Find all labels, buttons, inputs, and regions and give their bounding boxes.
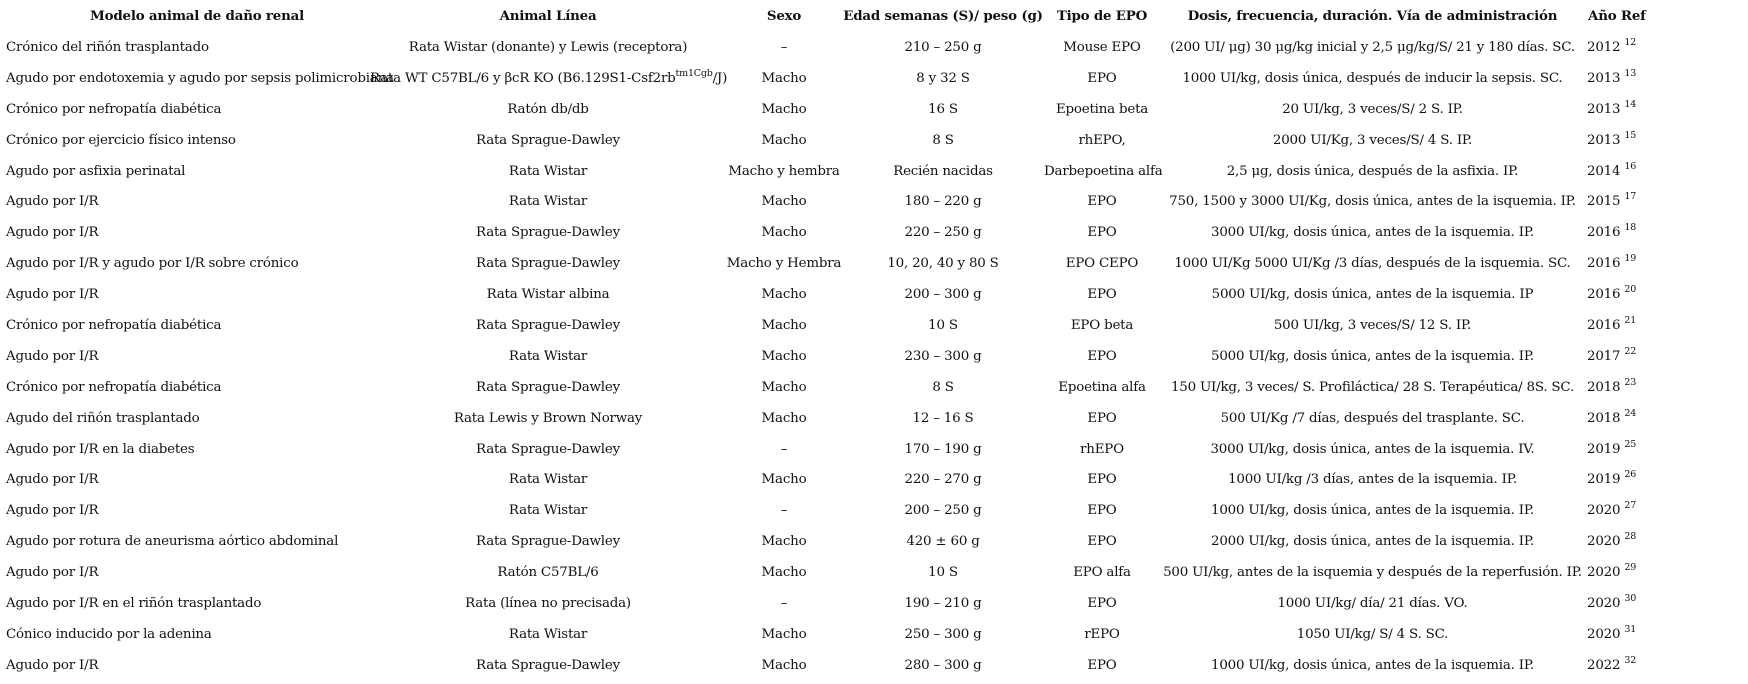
table-row <box>0 156 1748 187</box>
animal-text: Rata Sprague-Dawley <box>476 379 620 395</box>
cell-model: Crónico por ejercicio físico intenso <box>6 132 236 148</box>
reference-number[interactable]: 25 <box>1624 438 1637 450</box>
table-row <box>0 248 1748 279</box>
cell-animal <box>370 217 726 248</box>
animal-text: Rata Wistar <box>508 626 588 642</box>
animal-text: Rata Sprague-Dawley <box>476 225 620 241</box>
cell-year-ref <box>1585 341 1748 372</box>
table-row <box>0 186 1748 217</box>
cell-sex: Macho <box>761 534 807 550</box>
cell-dose: 1050 UI/kg/ S/ 4 S. SC. <box>1296 626 1449 642</box>
cell-model: Agudo por I/R <box>6 194 99 210</box>
table-row <box>0 310 1748 341</box>
year-text: 2016 <box>1587 287 1621 303</box>
cell-model: Crónico por nefropatía diabética <box>6 317 222 333</box>
cell-sex: – <box>780 503 788 519</box>
cell-animal <box>370 557 726 588</box>
table-header <box>0 0 1748 32</box>
cell-epo-type: EPO <box>1087 287 1117 303</box>
reference-number[interactable]: 28 <box>1624 531 1637 543</box>
table-row <box>0 125 1748 156</box>
cell-sex: – <box>780 39 788 55</box>
cell-animal <box>370 94 726 125</box>
year-text: 2017 <box>1587 348 1621 364</box>
animal-text: Rata WT C57BL/6 y βcR KO (B6.129S1-Csf2rb <box>370 70 676 86</box>
cell-epo-type: EPO <box>1087 70 1117 86</box>
cell-dose: 1000 UI/kg, dosis única, antes de la isquemia. IP. <box>1211 657 1534 673</box>
table-row <box>0 217 1748 248</box>
cell-epo-type: EPO alfa <box>1073 565 1131 581</box>
cell-dose: 1000 UI/kg /3 días, antes de la isquemia. IP. <box>1228 472 1517 488</box>
header-animal: Animal Línea <box>499 8 597 24</box>
cell-dose: 500 UI/Kg /7 días, después del trasplante. SC. <box>1220 410 1525 426</box>
cell-epo-type: EPO <box>1087 595 1117 611</box>
cell-year-ref <box>1585 588 1748 619</box>
year-text: 2016 <box>1587 256 1621 272</box>
cell-animal <box>370 63 726 94</box>
cell-animal <box>370 372 726 403</box>
cell-animal <box>370 403 726 434</box>
reference-number[interactable]: 18 <box>1624 222 1637 234</box>
animal-text: Ratón db/db <box>507 101 589 117</box>
cell-year-ref <box>1585 279 1748 310</box>
cell-year-ref <box>1585 434 1748 465</box>
cell-dose: 2000 UI/kg, dosis única, antes de la isquemia. IP. <box>1211 534 1534 550</box>
cell-epo-type: EPO <box>1087 657 1117 673</box>
cell-year-ref <box>1585 650 1748 681</box>
cell-model: Agudo por I/R <box>6 503 99 519</box>
cell-animal <box>370 186 726 217</box>
cell-sex: Macho <box>761 132 807 148</box>
animal-text: Rata Wistar <box>508 194 588 210</box>
cell-sex: Macho <box>761 626 807 642</box>
year-text: 2020 <box>1587 565 1621 581</box>
reference-number[interactable]: 17 <box>1624 191 1637 203</box>
cell-year-ref <box>1585 464 1748 495</box>
cell-dose: 5000 UI/kg, dosis única, antes de la isquemia. IP. <box>1211 348 1534 364</box>
animal-text: Rata Sprague-Dawley <box>476 534 620 550</box>
table-row <box>0 372 1748 403</box>
cell-sex: Macho <box>761 70 807 86</box>
cell-epo-type: Mouse EPO <box>1063 39 1141 55</box>
year-text: 2018 <box>1587 379 1621 395</box>
animal-text: Rata Sprague-Dawley <box>476 256 620 272</box>
cell-dose: 1000 UI/kg, dosis única, antes de la isquemia. IP. <box>1211 503 1534 519</box>
reference-number[interactable]: 20 <box>1624 284 1637 296</box>
cell-age-weight: 200 – 250 g <box>904 503 982 519</box>
header-model: Modelo animal de daño renal <box>90 8 304 24</box>
table-row <box>0 588 1748 619</box>
cell-model: Agudo del riñón trasplantado <box>6 410 200 426</box>
cell-epo-type: Darbepoetina alfa <box>1044 163 1163 179</box>
year-text: 2019 <box>1587 441 1621 457</box>
year-text: 2020 <box>1587 595 1621 611</box>
year-text: 2020 <box>1587 534 1621 550</box>
reference-number[interactable]: 24 <box>1624 407 1637 419</box>
cell-dose: (200 UI/ μg) 30 μg/kg inicial y 2,5 μg/kg/S/ 21 y 180 días. SC. <box>1170 39 1575 55</box>
cell-age-weight: 220 – 250 g <box>904 225 982 241</box>
year-text: 2020 <box>1587 626 1621 642</box>
cell-animal <box>370 650 726 681</box>
reference-number[interactable]: 14 <box>1624 98 1637 110</box>
cell-year-ref <box>1585 217 1748 248</box>
cell-dose: 150 UI/kg, 3 veces/ S. Profiláctica/ 28 S. Terapéutica/ 8S. SC. <box>1170 379 1575 395</box>
cell-year-ref <box>1585 63 1748 94</box>
animal-text: Rata Lewis y Brown Norway <box>453 410 643 426</box>
cell-sex: Macho <box>761 225 807 241</box>
cell-epo-type: rhEPO <box>1080 441 1124 457</box>
cell-epo-type: EPO <box>1087 503 1117 519</box>
cell-animal <box>370 434 726 465</box>
animal-text: Rata Sprague-Dawley <box>476 657 620 673</box>
cell-animal <box>370 341 726 372</box>
cell-epo-type: EPO <box>1087 348 1117 364</box>
cell-epo-type: EPO <box>1087 410 1117 426</box>
cell-year-ref <box>1585 248 1748 279</box>
cell-dose: 500 UI/kg, antes de la isquemia y después de la reperfusión. IP. <box>1163 565 1582 581</box>
cell-epo-type: rhEPO, <box>1078 132 1126 148</box>
cell-model: Agudo por I/R <box>6 565 99 581</box>
reference-number[interactable]: 30 <box>1624 592 1637 604</box>
cell-model: Cónico inducido por la adenina <box>6 626 212 642</box>
table-row <box>0 619 1748 650</box>
animal-text: Rata Wistar <box>508 503 588 519</box>
cell-sex: Macho y Hembra <box>726 256 842 272</box>
cell-animal <box>370 248 726 279</box>
cell-sex: – <box>780 441 788 457</box>
table-row <box>0 557 1748 588</box>
cell-age-weight: 8 y 32 S <box>916 70 970 86</box>
cell-dose: 1000 UI/Kg 5000 UI/Kg /3 días, después de la isquemia. SC. <box>1174 256 1571 272</box>
year-text: 2018 <box>1587 410 1621 426</box>
cell-model: Agudo por I/R <box>6 287 99 303</box>
table-row <box>0 464 1748 495</box>
cell-animal <box>370 588 726 619</box>
cell-epo-type: rEPO <box>1084 626 1120 642</box>
animal-text: Rata Wistar (donante) y Lewis (receptora) <box>408 39 688 55</box>
header-sex: Sexo <box>766 8 802 24</box>
cell-animal <box>370 495 726 526</box>
cell-epo-type: EPO <box>1087 534 1117 550</box>
cell-sex: Macho y hembra <box>728 163 840 179</box>
year-text: 2014 <box>1587 163 1621 179</box>
table-row <box>0 403 1748 434</box>
cell-dose: 2,5 μg, dosis única, después de la asfixia. IP. <box>1226 163 1519 179</box>
cell-age-weight: 12 – 16 S <box>912 410 974 426</box>
table-row <box>0 63 1748 94</box>
cell-sex: Macho <box>761 101 807 117</box>
cell-dose: 3000 UI/kg, dosis única, antes de la isquemia. IV. <box>1210 441 1535 457</box>
cell-model: Agudo por endotoxemia y agudo por sepsis polimicrobiana <box>6 70 394 86</box>
cell-age-weight: 10 S <box>928 565 958 581</box>
year-text: 2013 <box>1587 101 1621 117</box>
cell-epo-type: EPO CEPO <box>1065 256 1139 272</box>
reference-number[interactable]: 32 <box>1624 654 1637 666</box>
cell-epo-type: Epoetina alfa <box>1058 379 1146 395</box>
year-text: 2012 <box>1587 39 1621 55</box>
animal-text: Rata Sprague-Dawley <box>476 317 620 333</box>
cell-age-weight: 190 – 210 g <box>904 595 982 611</box>
cell-dose: 1000 UI/kg/ día/ 21 días. VO. <box>1277 595 1468 611</box>
table-row <box>0 279 1748 310</box>
table-row <box>0 341 1748 372</box>
cell-model: Agudo por I/R <box>6 348 99 364</box>
header-year-ref: Año Ref <box>1588 8 1646 24</box>
cell-model: Agudo por I/R y agudo por I/R sobre crónico <box>6 256 299 272</box>
year-text: 2015 <box>1587 194 1621 210</box>
header-dose: Dosis, frecuencia, duración. Vía de administración <box>1187 8 1558 24</box>
cell-model: Agudo por I/R en el riñón trasplantado <box>6 595 262 611</box>
cell-dose: 2000 UI/Kg, 3 veces/S/ 4 S. IP. <box>1272 132 1473 148</box>
table-row <box>0 526 1748 557</box>
cell-model: Crónico por nefropatía diabética <box>6 379 222 395</box>
year-text: 2016 <box>1587 225 1621 241</box>
cell-sex: Macho <box>761 657 807 673</box>
cell-age-weight: 8 S <box>932 132 954 148</box>
cell-age-weight: 170 – 190 g <box>904 441 982 457</box>
cell-year-ref <box>1585 32 1748 63</box>
cell-epo-type: EPO <box>1087 194 1117 210</box>
cell-age-weight: 8 S <box>932 379 954 395</box>
header-epo: Tipo de EPO <box>1056 8 1148 24</box>
year-text: 2022 <box>1587 657 1621 673</box>
animal-text: Rata Wistar <box>508 348 588 364</box>
cell-sex: Macho <box>761 472 807 488</box>
header-age: Edad semanas (S)/ peso (g) <box>843 8 1043 24</box>
cell-dose: 500 UI/kg, 3 veces/S/ 12 S. IP. <box>1273 317 1472 333</box>
cell-year-ref <box>1585 372 1748 403</box>
cell-year-ref <box>1585 495 1748 526</box>
cell-sex: – <box>780 595 788 611</box>
table-row <box>0 32 1748 63</box>
cell-epo-type: EPO <box>1087 225 1117 241</box>
year-text: 2016 <box>1587 317 1621 333</box>
cell-animal <box>370 125 726 156</box>
cell-dose: 3000 UI/kg, dosis única, antes de la isquemia. IP. <box>1211 225 1534 241</box>
animal-text-tail: /J) <box>712 70 728 86</box>
reference-number[interactable]: 22 <box>1624 345 1637 357</box>
cell-age-weight: 10 S <box>928 317 958 333</box>
table-body <box>0 32 1748 681</box>
cell-age-weight: 200 – 300 g <box>904 287 982 303</box>
cell-year-ref <box>1585 156 1748 187</box>
year-text: 2013 <box>1587 70 1621 86</box>
cell-model: Agudo por asfixia perinatal <box>6 163 186 179</box>
table-row <box>0 495 1748 526</box>
reference-number[interactable]: 27 <box>1624 500 1637 512</box>
cell-age-weight: 10, 20, 40 y 80 S <box>887 256 999 272</box>
cell-sex: Macho <box>761 194 807 210</box>
cell-animal <box>370 464 726 495</box>
animal-text: Ratón C57BL/6 <box>497 565 599 581</box>
reference-number[interactable]: 23 <box>1624 376 1637 388</box>
year-text: 2019 <box>1587 472 1621 488</box>
cell-model: Agudo por I/R <box>6 657 99 673</box>
cell-age-weight: 420 ± 60 g <box>906 534 980 550</box>
cell-year-ref <box>1585 557 1748 588</box>
cell-epo-type: Epoetina beta <box>1055 101 1149 117</box>
reference-number[interactable]: 16 <box>1624 160 1637 172</box>
cell-sex: Macho <box>761 287 807 303</box>
cell-animal <box>370 279 726 310</box>
cell-epo-type: EPO beta <box>1070 317 1134 333</box>
cell-sex: Macho <box>761 317 807 333</box>
cell-model: Agudo por I/R en la diabetes <box>6 441 195 457</box>
cell-animal <box>370 310 726 341</box>
animal-text: Rata Wistar <box>508 472 588 488</box>
cell-sex: Macho <box>761 565 807 581</box>
cell-animal <box>370 32 726 63</box>
cell-year-ref <box>1585 403 1748 434</box>
cell-age-weight: 180 – 220 g <box>904 194 982 210</box>
reference-number[interactable]: 31 <box>1624 623 1637 635</box>
cell-dose: 5000 UI/kg, dosis única, antes de la isquemia. IP <box>1211 287 1534 303</box>
cell-year-ref <box>1585 310 1748 341</box>
animal-allele-superscript: tm1Cgb <box>675 67 713 79</box>
cell-dose: 1000 UI/kg, dosis única, después de inducir la sepsis. SC. <box>1182 70 1563 86</box>
animal-text: Rata (línea no precisada) <box>465 595 631 611</box>
cell-epo-type: EPO <box>1087 472 1117 488</box>
animal-text: Rata Wistar albina <box>486 287 610 303</box>
cell-age-weight: 230 – 300 g <box>904 348 982 364</box>
cell-dose: 20 UI/kg, 3 veces/S/ 2 S. IP. <box>1282 101 1463 117</box>
cell-age-weight: 280 – 300 g <box>904 657 982 673</box>
year-text: 2020 <box>1587 503 1621 519</box>
cell-model: Crónico del riñón trasplantado <box>6 39 209 55</box>
cell-age-weight: Recién nacidas <box>893 163 993 179</box>
cell-dose: 750, 1500 y 3000 UI/Kg, dosis única, antes de la isquemia. IP. <box>1169 194 1576 210</box>
reference-number[interactable]: 21 <box>1624 314 1637 326</box>
cell-sex: Macho <box>761 379 807 395</box>
animal-text: Rata Sprague-Dawley <box>476 441 620 457</box>
animal-text: Rata Sprague-Dawley <box>476 132 620 148</box>
header-row <box>0 0 1748 32</box>
cell-sex: Macho <box>761 410 807 426</box>
reference-number[interactable]: 15 <box>1624 129 1637 141</box>
table-row <box>0 434 1748 465</box>
cell-age-weight: 16 S <box>928 101 958 117</box>
cell-model: Agudo por I/R <box>6 225 99 241</box>
cell-year-ref <box>1585 619 1748 650</box>
cell-sex: Macho <box>761 348 807 364</box>
cell-year-ref <box>1585 94 1748 125</box>
cell-age-weight: 210 – 250 g <box>904 39 982 55</box>
animal-text: Rata Wistar <box>508 163 588 179</box>
reference-number[interactable]: 13 <box>1624 67 1637 79</box>
year-text: 2013 <box>1587 132 1621 148</box>
reference-number[interactable]: 26 <box>1624 469 1637 481</box>
reference-number[interactable]: 29 <box>1624 562 1637 574</box>
cell-age-weight: 220 – 270 g <box>904 472 982 488</box>
reference-number[interactable]: 12 <box>1624 36 1637 48</box>
cell-model: Crónico por nefropatía diabética <box>6 101 222 117</box>
cell-animal <box>370 156 726 187</box>
cell-animal <box>370 526 726 557</box>
reference-number[interactable]: 19 <box>1624 253 1637 265</box>
cell-age-weight: 250 – 300 g <box>904 626 982 642</box>
cell-animal <box>370 619 726 650</box>
table-row <box>0 94 1748 125</box>
table-row <box>0 650 1748 681</box>
cell-model: Agudo por I/R <box>6 472 99 488</box>
cell-year-ref <box>1585 526 1748 557</box>
cell-year-ref <box>1585 125 1748 156</box>
cell-year-ref <box>1585 186 1748 217</box>
cell-model: Agudo por rotura de aneurisma aórtico abdominal <box>6 534 339 550</box>
